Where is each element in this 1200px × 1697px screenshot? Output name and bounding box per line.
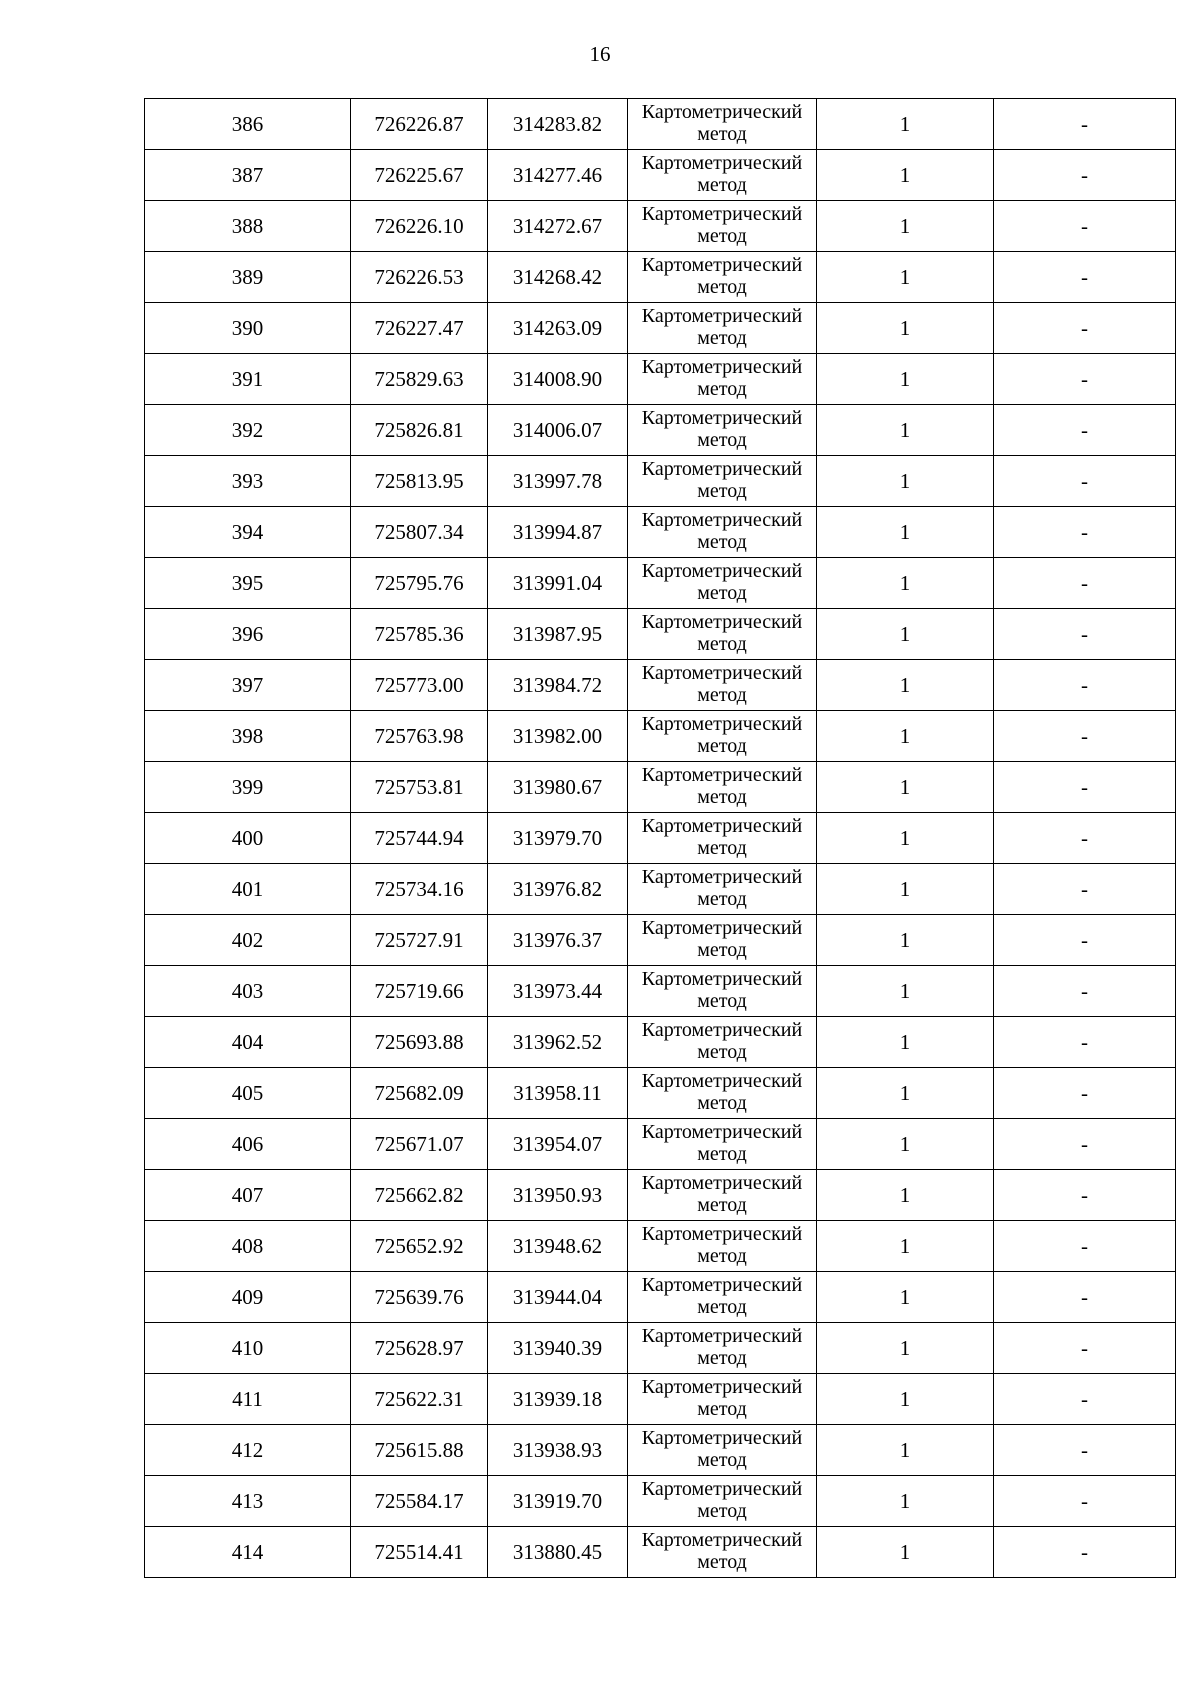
point-number-cell: 402 xyxy=(145,915,351,966)
method-cell xyxy=(628,252,817,303)
note-cell: - xyxy=(994,1272,1176,1323)
x-coordinate-cell: 725719.66 xyxy=(351,966,488,1017)
y-coordinate-cell: 313880.45 xyxy=(488,1527,628,1578)
method-line2: метод xyxy=(697,837,747,859)
method-line2: метод xyxy=(697,888,747,910)
y-coordinate-cell: 313954.07 xyxy=(488,1119,628,1170)
table-row xyxy=(145,864,1176,915)
y-coordinate-cell: 314008.90 xyxy=(488,354,628,405)
method-line2: метод xyxy=(697,531,747,553)
accuracy-cell: 1 xyxy=(817,405,994,456)
method-cell xyxy=(628,558,817,609)
table-row xyxy=(145,1272,1176,1323)
method-line1: Картометрический xyxy=(641,1121,803,1143)
accuracy-cell: 1 xyxy=(817,150,994,201)
method-line2: метод xyxy=(697,276,747,298)
x-coordinate-cell: 725753.81 xyxy=(351,762,488,813)
method-cell xyxy=(628,1272,817,1323)
y-coordinate-cell: 313997.78 xyxy=(488,456,628,507)
accuracy-cell: 1 xyxy=(817,711,994,762)
method-cell xyxy=(628,915,817,966)
accuracy-cell: 1 xyxy=(817,660,994,711)
method-line1: Картометрический xyxy=(641,1478,803,1500)
note-cell: - xyxy=(994,1221,1176,1272)
note-cell: - xyxy=(994,711,1176,762)
method-cell xyxy=(628,1221,817,1272)
method-cell xyxy=(628,1374,817,1425)
y-coordinate-cell: 313938.93 xyxy=(488,1425,628,1476)
accuracy-cell: 1 xyxy=(817,1068,994,1119)
table-row xyxy=(145,1425,1176,1476)
x-coordinate-cell: 726226.53 xyxy=(351,252,488,303)
method-line2: метод xyxy=(697,939,747,961)
point-number-cell: 414 xyxy=(145,1527,351,1578)
x-coordinate-cell: 725682.09 xyxy=(351,1068,488,1119)
accuracy-cell: 1 xyxy=(817,99,994,150)
table-row xyxy=(145,1221,1176,1272)
accuracy-cell: 1 xyxy=(817,1374,994,1425)
method-line2: метод xyxy=(697,1143,747,1165)
method-line2: метод xyxy=(697,633,747,655)
method-line2: метод xyxy=(697,327,747,349)
accuracy-cell: 1 xyxy=(817,1323,994,1374)
x-coordinate-cell: 725829.63 xyxy=(351,354,488,405)
method-line1: Картометрический xyxy=(641,152,803,174)
table-row xyxy=(145,966,1176,1017)
y-coordinate-cell: 314006.07 xyxy=(488,405,628,456)
method-line2: метод xyxy=(697,684,747,706)
x-coordinate-cell: 725639.76 xyxy=(351,1272,488,1323)
method-line1: Картометрический xyxy=(641,1325,803,1347)
point-number-cell: 388 xyxy=(145,201,351,252)
accuracy-cell: 1 xyxy=(817,1527,994,1578)
point-number-cell: 412 xyxy=(145,1425,351,1476)
method-line1: Картометрический xyxy=(641,917,803,939)
accuracy-cell: 1 xyxy=(817,1170,994,1221)
method-cell xyxy=(628,1476,817,1527)
accuracy-cell: 1 xyxy=(817,966,994,1017)
x-coordinate-cell: 725514.41 xyxy=(351,1527,488,1578)
point-number-cell: 403 xyxy=(145,966,351,1017)
method-line2: метод xyxy=(697,1500,747,1522)
note-cell: - xyxy=(994,864,1176,915)
note-cell: - xyxy=(994,150,1176,201)
method-line1: Картометрический xyxy=(641,101,803,123)
point-number-cell: 401 xyxy=(145,864,351,915)
table-row xyxy=(145,915,1176,966)
table-row xyxy=(145,1374,1176,1425)
method-cell xyxy=(628,966,817,1017)
note-cell: - xyxy=(994,303,1176,354)
note-cell: - xyxy=(994,1425,1176,1476)
x-coordinate-cell: 725785.36 xyxy=(351,609,488,660)
method-cell xyxy=(628,1119,817,1170)
method-line1: Картометрический xyxy=(641,458,803,480)
point-number-cell: 393 xyxy=(145,456,351,507)
point-number-cell: 413 xyxy=(145,1476,351,1527)
method-line2: метод xyxy=(697,1398,747,1420)
method-cell xyxy=(628,864,817,915)
point-number-cell: 410 xyxy=(145,1323,351,1374)
method-cell xyxy=(628,201,817,252)
method-cell xyxy=(628,762,817,813)
method-cell xyxy=(628,303,817,354)
y-coordinate-cell: 313991.04 xyxy=(488,558,628,609)
method-line2: метод xyxy=(697,1245,747,1267)
x-coordinate-cell: 725744.94 xyxy=(351,813,488,864)
note-cell: - xyxy=(994,1119,1176,1170)
note-cell: - xyxy=(994,252,1176,303)
note-cell: - xyxy=(994,456,1176,507)
y-coordinate-cell: 313948.62 xyxy=(488,1221,628,1272)
accuracy-cell: 1 xyxy=(817,303,994,354)
point-number-cell: 386 xyxy=(145,99,351,150)
y-coordinate-cell: 313958.11 xyxy=(488,1068,628,1119)
method-line1: Картометрический xyxy=(641,764,803,786)
x-coordinate-cell: 725693.88 xyxy=(351,1017,488,1068)
method-line2: метод xyxy=(697,225,747,247)
method-line1: Картометрический xyxy=(641,560,803,582)
x-coordinate-cell: 725671.07 xyxy=(351,1119,488,1170)
method-line1: Картометрический xyxy=(641,713,803,735)
x-coordinate-cell: 726226.10 xyxy=(351,201,488,252)
note-cell: - xyxy=(994,1323,1176,1374)
note-cell: - xyxy=(994,99,1176,150)
method-cell xyxy=(628,1017,817,1068)
accuracy-cell: 1 xyxy=(817,1119,994,1170)
table-row xyxy=(145,405,1176,456)
y-coordinate-cell: 313944.04 xyxy=(488,1272,628,1323)
x-coordinate-cell: 725734.16 xyxy=(351,864,488,915)
accuracy-cell: 1 xyxy=(817,252,994,303)
table-row xyxy=(145,201,1176,252)
table-row xyxy=(145,1476,1176,1527)
y-coordinate-cell: 313980.67 xyxy=(488,762,628,813)
method-line2: метод xyxy=(697,735,747,757)
y-coordinate-cell: 313939.18 xyxy=(488,1374,628,1425)
point-number-cell: 404 xyxy=(145,1017,351,1068)
accuracy-cell: 1 xyxy=(817,1272,994,1323)
method-cell xyxy=(628,1527,817,1578)
y-coordinate-cell: 313962.52 xyxy=(488,1017,628,1068)
table-row xyxy=(145,711,1176,762)
y-coordinate-cell: 313976.37 xyxy=(488,915,628,966)
method-line2: метод xyxy=(697,1347,747,1369)
x-coordinate-cell: 725628.97 xyxy=(351,1323,488,1374)
y-coordinate-cell: 314277.46 xyxy=(488,150,628,201)
method-line1: Картометрический xyxy=(641,968,803,990)
note-cell: - xyxy=(994,1068,1176,1119)
y-coordinate-cell: 313994.87 xyxy=(488,507,628,558)
accuracy-cell: 1 xyxy=(817,354,994,405)
point-number-cell: 394 xyxy=(145,507,351,558)
method-line1: Картометрический xyxy=(641,1172,803,1194)
point-number-cell: 389 xyxy=(145,252,351,303)
method-cell xyxy=(628,1170,817,1221)
method-cell xyxy=(628,1068,817,1119)
y-coordinate-cell: 313940.39 xyxy=(488,1323,628,1374)
x-coordinate-cell: 725727.91 xyxy=(351,915,488,966)
x-coordinate-cell: 725615.88 xyxy=(351,1425,488,1476)
method-cell xyxy=(628,660,817,711)
point-number-cell: 392 xyxy=(145,405,351,456)
method-cell xyxy=(628,813,817,864)
method-line2: метод xyxy=(697,1194,747,1216)
method-cell xyxy=(628,1323,817,1374)
y-coordinate-cell: 313979.70 xyxy=(488,813,628,864)
x-coordinate-cell: 725795.76 xyxy=(351,558,488,609)
table-row xyxy=(145,1017,1176,1068)
note-cell: - xyxy=(994,405,1176,456)
y-coordinate-cell: 314268.42 xyxy=(488,252,628,303)
method-line1: Картометрический xyxy=(641,1274,803,1296)
method-line1: Картометрический xyxy=(641,407,803,429)
x-coordinate-cell: 725763.98 xyxy=(351,711,488,762)
point-number-cell: 407 xyxy=(145,1170,351,1221)
y-coordinate-cell: 313919.70 xyxy=(488,1476,628,1527)
point-number-cell: 397 xyxy=(145,660,351,711)
method-line1: Картометрический xyxy=(641,866,803,888)
accuracy-cell: 1 xyxy=(817,915,994,966)
method-line1: Картометрический xyxy=(641,254,803,276)
method-line1: Картометрический xyxy=(641,305,803,327)
coordinates-table-body xyxy=(145,99,1176,1578)
note-cell: - xyxy=(994,354,1176,405)
method-cell xyxy=(628,711,817,762)
method-line2: метод xyxy=(697,123,747,145)
table-row xyxy=(145,762,1176,813)
table-row xyxy=(145,813,1176,864)
y-coordinate-cell: 314263.09 xyxy=(488,303,628,354)
note-cell: - xyxy=(994,915,1176,966)
method-line1: Картометрический xyxy=(641,1376,803,1398)
x-coordinate-cell: 725813.95 xyxy=(351,456,488,507)
y-coordinate-cell: 313973.44 xyxy=(488,966,628,1017)
method-line2: метод xyxy=(697,1041,747,1063)
method-cell xyxy=(628,456,817,507)
method-line2: метод xyxy=(697,1092,747,1114)
note-cell: - xyxy=(994,1170,1176,1221)
method-line1: Картометрический xyxy=(641,1223,803,1245)
point-number-cell: 409 xyxy=(145,1272,351,1323)
point-number-cell: 398 xyxy=(145,711,351,762)
method-line1: Картометрический xyxy=(641,1019,803,1041)
note-cell: - xyxy=(994,762,1176,813)
table-row xyxy=(145,1068,1176,1119)
table-row xyxy=(145,1119,1176,1170)
point-number-cell: 395 xyxy=(145,558,351,609)
accuracy-cell: 1 xyxy=(817,201,994,252)
point-number-cell: 411 xyxy=(145,1374,351,1425)
table-row xyxy=(145,609,1176,660)
method-line1: Картометрический xyxy=(641,203,803,225)
accuracy-cell: 1 xyxy=(817,1017,994,1068)
table-row xyxy=(145,252,1176,303)
note-cell: - xyxy=(994,201,1176,252)
point-number-cell: 390 xyxy=(145,303,351,354)
y-coordinate-cell: 313976.82 xyxy=(488,864,628,915)
table-row xyxy=(145,303,1176,354)
method-line2: метод xyxy=(697,429,747,451)
y-coordinate-cell: 314272.67 xyxy=(488,201,628,252)
table-row xyxy=(145,1170,1176,1221)
note-cell: - xyxy=(994,1374,1176,1425)
method-line1: Картометрический xyxy=(641,509,803,531)
method-line1: Картометрический xyxy=(641,356,803,378)
y-coordinate-cell: 313950.93 xyxy=(488,1170,628,1221)
y-coordinate-cell: 314283.82 xyxy=(488,99,628,150)
table-row xyxy=(145,1323,1176,1374)
method-cell xyxy=(628,507,817,558)
method-cell xyxy=(628,1425,817,1476)
x-coordinate-cell: 725622.31 xyxy=(351,1374,488,1425)
x-coordinate-cell: 726226.87 xyxy=(351,99,488,150)
method-line2: метод xyxy=(697,378,747,400)
table-row xyxy=(145,150,1176,201)
method-line2: метод xyxy=(697,1551,747,1573)
accuracy-cell: 1 xyxy=(817,813,994,864)
method-line1: Картометрический xyxy=(641,1427,803,1449)
method-cell xyxy=(628,609,817,660)
x-coordinate-cell: 725826.81 xyxy=(351,405,488,456)
accuracy-cell: 1 xyxy=(817,1425,994,1476)
method-line1: Картометрический xyxy=(641,815,803,837)
method-line2: метод xyxy=(697,786,747,808)
note-cell: - xyxy=(994,558,1176,609)
note-cell: - xyxy=(994,966,1176,1017)
method-cell xyxy=(628,150,817,201)
note-cell: - xyxy=(994,1476,1176,1527)
note-cell: - xyxy=(994,660,1176,711)
accuracy-cell: 1 xyxy=(817,762,994,813)
point-number-cell: 399 xyxy=(145,762,351,813)
point-number-cell: 405 xyxy=(145,1068,351,1119)
x-coordinate-cell: 725584.17 xyxy=(351,1476,488,1527)
table-row xyxy=(145,1527,1176,1578)
x-coordinate-cell: 725773.00 xyxy=(351,660,488,711)
accuracy-cell: 1 xyxy=(817,609,994,660)
point-number-cell: 396 xyxy=(145,609,351,660)
method-line2: метод xyxy=(697,1296,747,1318)
table-row xyxy=(145,99,1176,150)
method-line2: метод xyxy=(697,1449,747,1471)
table-row xyxy=(145,354,1176,405)
point-number-cell: 387 xyxy=(145,150,351,201)
note-cell: - xyxy=(994,507,1176,558)
x-coordinate-cell: 726227.47 xyxy=(351,303,488,354)
method-line1: Картометрический xyxy=(641,1070,803,1092)
point-number-cell: 406 xyxy=(145,1119,351,1170)
point-number-cell: 391 xyxy=(145,354,351,405)
table-row xyxy=(145,507,1176,558)
point-number-cell: 408 xyxy=(145,1221,351,1272)
accuracy-cell: 1 xyxy=(817,864,994,915)
method-line2: метод xyxy=(697,582,747,604)
method-cell xyxy=(628,99,817,150)
x-coordinate-cell: 725652.92 xyxy=(351,1221,488,1272)
method-cell xyxy=(628,354,817,405)
accuracy-cell: 1 xyxy=(817,507,994,558)
accuracy-cell: 1 xyxy=(817,1476,994,1527)
method-line2: метод xyxy=(697,480,747,502)
coordinates-table xyxy=(144,98,1176,1578)
x-coordinate-cell: 726225.67 xyxy=(351,150,488,201)
method-line1: Картометрический xyxy=(641,662,803,684)
y-coordinate-cell: 313982.00 xyxy=(488,711,628,762)
note-cell: - xyxy=(994,813,1176,864)
method-line2: метод xyxy=(697,990,747,1012)
accuracy-cell: 1 xyxy=(817,456,994,507)
note-cell: - xyxy=(994,1017,1176,1068)
x-coordinate-cell: 725807.34 xyxy=(351,507,488,558)
method-line2: метод xyxy=(697,174,747,196)
note-cell: - xyxy=(994,609,1176,660)
note-cell: - xyxy=(994,1527,1176,1578)
method-line1: Картометрический xyxy=(641,1529,803,1551)
page-number: 16 xyxy=(589,42,611,66)
method-line1: Картометрический xyxy=(641,611,803,633)
y-coordinate-cell: 313987.95 xyxy=(488,609,628,660)
method-cell xyxy=(628,405,817,456)
point-number-cell: 400 xyxy=(145,813,351,864)
table-row xyxy=(145,660,1176,711)
accuracy-cell: 1 xyxy=(817,558,994,609)
table-row xyxy=(145,456,1176,507)
y-coordinate-cell: 313984.72 xyxy=(488,660,628,711)
table-row xyxy=(145,558,1176,609)
accuracy-cell: 1 xyxy=(817,1221,994,1272)
x-coordinate-cell: 725662.82 xyxy=(351,1170,488,1221)
